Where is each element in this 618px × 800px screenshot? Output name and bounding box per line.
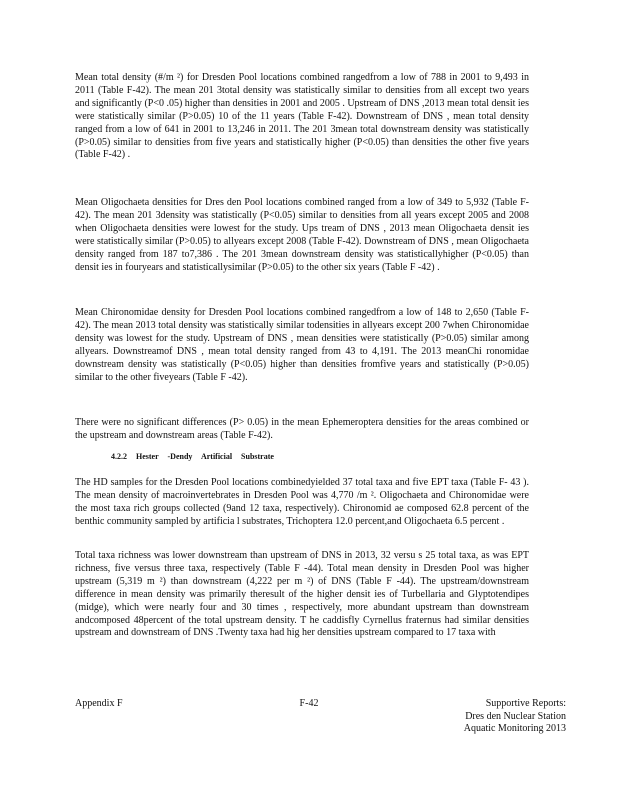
footer-report-line-3: Aquatic Monitoring 2013 (463, 723, 566, 734)
paragraph-hd-samples: The HD samples for the Dresden Pool locations combinedyielded 37 total taxa and five EPT taxa (Table F- 43 ). The mean density of macroinvertebrates in Dresden Pool was 4,770 /m ². Oligochaeta and Chironomidae were the most taxa rich groups collected (9and 12 taxa, respectively). Chironomid ae composed 62.8 percent of the benthic community sampled by artificia l substrates, Trichoptera 12.0 percent,and Oligochaeta 6.5 percent . (75, 477, 529, 527)
section-heading: 4.2.2 Hester -Dendy Artificial Substrate (111, 452, 274, 461)
footer-report-line-1: Supportive Reports: (485, 698, 566, 709)
footer-appendix: Appendix F (75, 698, 123, 709)
paragraph-oligochaeta-density: Mean Oligochaeta densities for Dres den Pool locations combined ranged from a low of 349 to 5,932 (Table F-42). The mean 201 3density was statistically (P<0.05) similar to densities from all years except 2005 and 2008 when Oligochaeta densities were lowest for the study. Ups tream of DNS , 2013 mean Oligochaeta densit ies were statistically similar (P>0.05) to allyears except 2008 (Table F-42). Downstream of DNS , mean Oligochaeta density ranged from 187 to7,386 . The 201 3mean downstream density was statisticallyhigher (P<0.05) than densit ies in fouryears and statisticallysimilar (P>0.05) to the other six years (Table F -42) . (75, 197, 529, 273)
paragraph-total-density: Mean total density (#/m ²) for Dresden Pool locations combined rangedfrom a low of 788 in 2001 to 9,493 in 2011 (Table F-42). The mean 201 3total density was statistically similar to densities from all except two years and significantly (P<0 .05) higher than densities in 2001 and 2005 . Upstream of DNS ,2013 mean total densit ies were statistically similar (P>0.05) 10 of the 11 years (Table F-42). Downstream of DNS , mean total density ranged from a low of 641 in 2001 to 13,246 in 2011. The 201 3mean total downstream density was statistically (P>0.05) similar to densities from five years and statistically higher (P<0.05) than densities the other five years (Table F-42) . (75, 72, 529, 161)
paragraph-chironomidae-density: Mean Chironomidae density for Dresden Pool locations combined rangedfrom a low of 148 to 2,650 (Table F-42). The mean 2013 total density was statistically similar todensities in allyears except 200 7when Chironomidae density was lowest for the study. Upstream of DNS , mean densities were statistically (P>0.05) similar among allyears. Downstreamof DNS , mean total density ranged from 43 to 4,191. The 2013 meanChi ronomidae downstream density was statistically (P<0.05) higher than densities fromfive years and statistically (P>0.05) similar to the other fiveyears (Table F -42). (75, 307, 529, 383)
footer-report-info (464, 698, 566, 736)
footer-report-line-2: Dres den Nuclear Station (465, 710, 566, 722)
footer-page-number: F-42 (299, 698, 319, 709)
paragraph-ephemeroptera: There were no significant differences (P> 0.05) in the mean Ephemeroptera densities for the areas combined or the upstream and downstream areas (Table F-42). (75, 417, 529, 441)
paragraph-taxa-richness: Total taxa richness was lower downstream than upstream of DNS in 2013, 32 versu s 25 total taxa, as was EPT richness, five versus three taxa, respectively (Table F -44). Total mean density in Dresden Pool was higher upstream (5,319 m ²) than downstream (4,222 per m ²) of DNS (Table F -44). The upstream/downstream difference in mean density was primarily theresult of the higher densit ies of Turbellaria and Glyptotendipes (midge), which were nearly four and 30 times , respectively, more abundant upstream than downstream andcomposed 48percent of the total upstream density. T he caddisfly Cyrnellus fraternus had similar densities upstream and downstream of DNS .Twenty taxa had hig her densities upstream compared to 17 taxa with (75, 550, 529, 639)
